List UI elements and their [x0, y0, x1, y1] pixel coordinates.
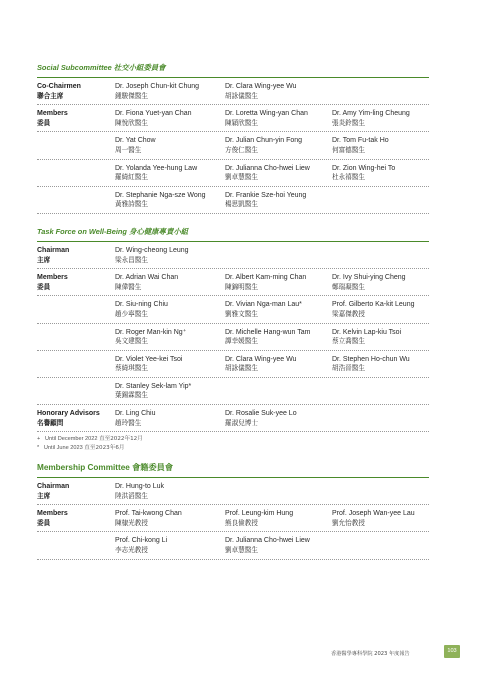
role-label-zh: 聯合主席 [37, 91, 64, 100]
table-row [37, 478, 429, 505]
table-row [37, 324, 429, 351]
member-cell [225, 164, 332, 183]
member-name-zh: 周一醫生 [115, 145, 142, 154]
role-cell [37, 164, 115, 183]
member-cell [225, 273, 332, 292]
member-cell [115, 82, 225, 101]
member-name-zh: 羅綺紅醫生 [115, 173, 148, 182]
member-cell [115, 273, 225, 292]
member-cell [115, 164, 225, 183]
social-subcommittee-table [37, 78, 429, 214]
footnotes [37, 435, 429, 452]
member-name-en: Dr. Albert Kam-ming Chan [225, 274, 307, 282]
role-label-zh: 委員 [37, 518, 51, 527]
member-name-en: Dr. Roger Man-kin Ng⁺ [115, 328, 187, 336]
membership-committee-title: Membership Committee 會籍委員會 [37, 462, 429, 478]
member-cell [225, 300, 332, 319]
member-cell [225, 409, 332, 428]
member-cell [332, 328, 429, 347]
member-name-en: Dr. Violet Yee-kei Tsoi [115, 355, 183, 363]
member-cell [332, 509, 429, 528]
member-name-zh: 羅淑兒博士 [225, 418, 258, 427]
member-cell [115, 382, 225, 401]
member-name-zh: 劉卓慧醫生 [225, 173, 258, 182]
member-cell [225, 109, 332, 128]
member-cell [225, 191, 332, 210]
member-name-zh: 陸洪滔醫生 [115, 491, 148, 500]
role-label-en: Members [37, 110, 68, 118]
member-name-zh: 蔡綺琪醫生 [115, 364, 148, 373]
member-cell [115, 191, 225, 210]
role-cell [37, 382, 115, 401]
member-name-en: Dr. Rosalie Suk-yee Lo [225, 410, 297, 418]
role-cell [37, 273, 115, 292]
member-cell [225, 536, 332, 555]
member-name-en: Dr. Yolanda Yee-hung Law [115, 164, 198, 172]
member-name-en: Dr. Hung-to Luk [115, 483, 165, 491]
role-label-en: Members [37, 274, 68, 282]
member-name-zh: 譚幸媛醫生 [225, 337, 258, 346]
member-name-en: Prof. Tai-kwong Chan [115, 510, 182, 518]
member-cell [332, 273, 429, 292]
member-name-zh: 葉錫霖醫生 [115, 391, 148, 400]
member-name-en: Dr. Julianna Cho-hwei Liew [225, 164, 310, 172]
role-label-zh: 委員 [37, 282, 51, 291]
role-cell [37, 136, 115, 155]
footnote: * Until June 2023 直至2023年6月 [37, 444, 125, 451]
member-name-en: Dr. Clara Wing-yee Wu [225, 355, 297, 363]
member-name-zh: 杜永禧醫生 [332, 173, 365, 182]
member-cell [115, 300, 225, 319]
member-name-zh: 陳偉醫生 [115, 282, 142, 291]
member-name-zh: 胡詠儀醫生 [225, 364, 258, 373]
member-name-zh: 陳棣光教授 [115, 518, 148, 527]
member-name-zh: 梁嘉傑教授 [332, 309, 365, 318]
member-name-en: Dr. Julianna Cho-hwei Liew [225, 537, 310, 545]
member-name-zh: 楊思凱醫生 [225, 200, 258, 209]
member-name-zh: 鄭瑞凝醫生 [332, 282, 365, 291]
member-name-en: Dr. Stephanie Nga-sze Wong [115, 191, 206, 199]
member-name-zh: 陳悅欣醫生 [115, 118, 148, 127]
table-row [37, 378, 429, 405]
member-cell [115, 509, 225, 528]
table-row [37, 132, 429, 159]
member-name-zh: 熊良儉教授 [225, 518, 258, 527]
footnote: + Until December 2022 直至2022年12月 [37, 436, 143, 443]
member-cell [115, 246, 225, 265]
table-row [37, 351, 429, 378]
member-name-en: Dr. Stanley Sek-lam Yip* [115, 382, 192, 390]
member-name-zh: 黃雅詩醫生 [115, 200, 148, 209]
table-row [37, 187, 429, 214]
member-name-en: Dr. Loretta Wing-yan Chan [225, 110, 308, 118]
membership-committee-table [37, 478, 429, 560]
member-cell [225, 509, 332, 528]
social-subcommittee-title: Social Subcommittee 社交小組委員會 [37, 62, 429, 78]
member-name-zh: 李志光教授 [115, 546, 148, 555]
member-name-zh: 趙玲醫生 [115, 418, 142, 427]
member-name-zh: 趙少寧醫生 [115, 309, 148, 318]
member-name-zh: 陳穎欣醫生 [225, 118, 258, 127]
member-name-en: Dr. Joseph Chun-kit Chung [115, 83, 200, 90]
member-name-en: Dr. Ivy Shui-ying Cheng [332, 274, 406, 282]
page-number: 103 [444, 645, 460, 658]
table-row [37, 296, 429, 323]
member-name-en: Prof. Gilberto Ka-kit Leung [332, 301, 415, 309]
member-cell [115, 136, 225, 155]
role-cell [37, 328, 115, 347]
table-row [37, 242, 429, 269]
member-name-zh: 陳錦明醫生 [225, 282, 258, 291]
table-row [37, 405, 429, 432]
member-cell [332, 300, 429, 319]
member-name-en: Dr. Stephen Ho-chun Wu [332, 355, 410, 363]
member-name-zh: 蔡立喬醫生 [332, 337, 365, 346]
table-row [37, 105, 429, 132]
member-name-en: Dr. Tom Fu-tak Ho [332, 137, 389, 145]
member-name-en: Prof. Leung-kim Hung [225, 510, 294, 518]
member-name-zh: 鍾駿傑醫生 [115, 91, 148, 100]
member-cell [225, 355, 332, 374]
member-name-en: Dr. Clara Wing-yee Wu [225, 83, 297, 90]
table-row [37, 269, 429, 296]
member-cell [115, 536, 225, 555]
member-name-en: Dr. Julian Chun-yin Fong [225, 137, 303, 145]
member-name-en: Dr. Ling Chiu [115, 410, 156, 418]
member-name-en: Dr. Amy Yim-ling Cheung [332, 110, 410, 118]
member-name-zh: 胡浩晉醫生 [332, 364, 365, 373]
member-name-zh: 胡詠儀醫生 [225, 91, 258, 100]
member-name-en: Dr. Frankie Sze-hoi Yeung [225, 191, 307, 199]
member-name-en: Dr. Kelvin Lap-kiu Tsoi [332, 328, 402, 336]
role-label-en: Members [37, 510, 68, 518]
member-name-zh: 梁永昌醫生 [115, 255, 148, 264]
role-cell [37, 82, 115, 101]
role-label-zh: 主席 [37, 491, 51, 500]
role-label-zh: 委員 [37, 118, 51, 127]
member-name-zh: 劉卓慧醫生 [225, 546, 258, 555]
member-name-zh: 劉雅文醫生 [225, 309, 258, 318]
member-name-en: Dr. Michelle Hang-wun Tam [225, 328, 311, 336]
member-name-zh: 張炎鈴醫生 [332, 118, 365, 127]
task-force-table [37, 242, 429, 432]
member-cell [115, 409, 225, 428]
table-row [37, 78, 429, 105]
table-row [37, 160, 429, 187]
role-cell [37, 246, 115, 265]
role-cell [37, 191, 115, 210]
role-label-en: Chairman [37, 483, 70, 491]
page-content [37, 62, 429, 560]
member-name-en: Dr. Vivian Nga-man Lau* [225, 301, 302, 309]
member-cell [225, 82, 332, 101]
member-name-en: Dr. Zion Wing-hei To [332, 164, 396, 172]
member-name-zh: 方俊仁醫生 [225, 145, 258, 154]
member-name-en: Dr. Yat Chow [115, 137, 156, 145]
member-cell [225, 328, 332, 347]
role-cell [37, 536, 115, 555]
member-cell [115, 482, 225, 501]
member-cell [332, 136, 429, 155]
member-cell [115, 109, 225, 128]
role-cell [37, 109, 115, 128]
role-label-en: Honorary Advisors [37, 410, 100, 418]
member-cell [332, 109, 429, 128]
footer-report-title: 香港醫學專科學院 2023 年度報告 [331, 651, 410, 657]
task-force-title: Task Force on Well-Being 身心健康專責小組 [37, 226, 429, 242]
member-name-en: Dr. Adrian Wai Chan [115, 274, 179, 282]
role-cell [37, 300, 115, 319]
member-name-en: Dr. Siu-ning Chiu [115, 301, 168, 309]
role-label-zh: 名譽顧問 [37, 418, 64, 427]
role-label-zh: 主席 [37, 255, 51, 264]
member-name-en: Dr. Fiona Yuet-yan Chan [115, 110, 192, 118]
member-cell [115, 328, 225, 347]
member-name-en: Dr. Wing-cheong Leung [115, 246, 189, 254]
table-row [37, 505, 429, 532]
member-name-zh: 劉允怡教授 [332, 518, 365, 527]
member-cell [225, 136, 332, 155]
member-name-en: Prof. Joseph Wan-yee Lau [332, 510, 415, 518]
role-label-en: Chairman [37, 246, 70, 254]
member-cell [332, 164, 429, 183]
role-cell [37, 482, 115, 501]
member-name-zh: 吳文建醫生 [115, 337, 148, 346]
role-cell [37, 355, 115, 374]
role-cell [37, 409, 115, 428]
member-cell [115, 355, 225, 374]
member-name-en: Prof. Chi-kong Li [115, 537, 168, 545]
role-label-en: Co-Chairmen [37, 83, 81, 90]
role-cell [37, 509, 115, 528]
table-row [37, 532, 429, 559]
member-name-zh: 何富德醫生 [332, 145, 365, 154]
member-cell [332, 355, 429, 374]
